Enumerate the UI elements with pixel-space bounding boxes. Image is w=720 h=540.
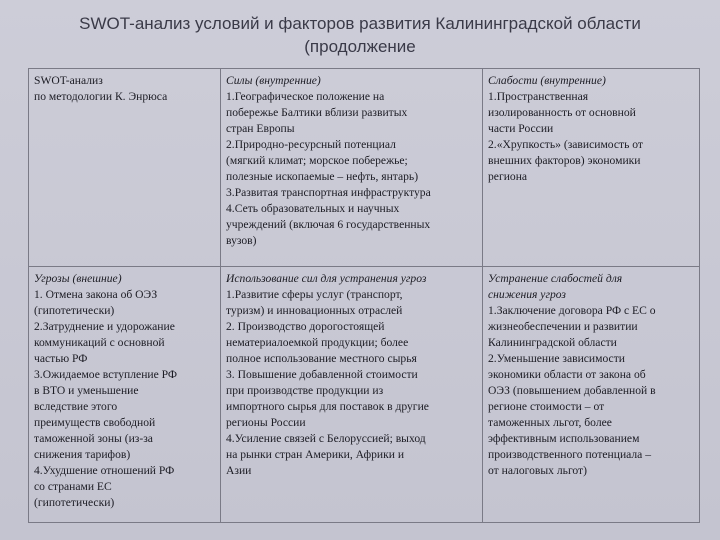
cell-text-line: стран Европы <box>226 122 295 135</box>
cell-text-line: изолированность от основной <box>488 106 636 119</box>
cell-text-line: учреждений (включая 6 государственных <box>226 218 431 231</box>
cell-text-line: 2.Затруднение и удорожание <box>34 320 175 333</box>
cell-text-line: 1.Заключение договора РФ с ЕС о <box>488 304 656 317</box>
swot-table <box>28 68 700 523</box>
table-row-2 <box>29 267 700 523</box>
cell-text-line: от налоговых льгот) <box>488 464 587 477</box>
cell-text-line: 3. Повышение добавленной стоимости <box>226 368 418 381</box>
cell-fix-weaknesses <box>483 267 700 523</box>
cell-text-line: регионе стоимости – от <box>488 400 605 413</box>
cell-text-line: туризм) и инновационных отраслей <box>226 304 403 317</box>
cell-text-line: региона <box>488 170 528 183</box>
cell-text-line: импортного сырья для поставок в другие <box>226 400 429 413</box>
weaknesses-list <box>488 89 695 185</box>
cell-text-line: Калининградской области <box>488 336 617 349</box>
cell-text-line: снижения тарифов) <box>34 448 131 461</box>
cell-text-line: 3.Ожидаемое вступление РФ <box>34 368 178 381</box>
cell-text-line: экономики области от закона об <box>488 368 646 381</box>
cell-text-line: 1.Географическое положение на <box>226 90 385 103</box>
method-line: по методологии К. Энрюса <box>34 90 168 103</box>
cell-weaknesses <box>483 69 700 267</box>
cell-text-line: на рынки стран Америки, Африки и <box>226 448 405 461</box>
page-title: SWOT-анализ условий и факторов развития Калининградской области (продолжение <box>79 14 641 56</box>
cell-text-line: 1. Отмена закона об ОЭЗ <box>34 288 158 301</box>
cell-text-line: 2. Производство дорогостоящей <box>226 320 385 333</box>
cell-text-line: 2.«Хрупкость» (зависимость от <box>488 138 643 151</box>
use-strengths-heading: Использование сил для устранения угроз <box>226 272 427 285</box>
threats-list <box>34 287 216 511</box>
cell-text-line: ОЭЗ (повышением добавленной в <box>488 384 656 397</box>
threats-heading: Угрозы (внешние) <box>34 272 122 285</box>
fix-weaknesses-list <box>488 303 695 479</box>
cell-text-line: коммуникаций с основной <box>34 336 165 349</box>
cell-text-line: таможенных льгот, более <box>488 416 612 429</box>
strengths-heading: Силы (внутренние) <box>226 74 321 87</box>
cell-text-line: 1.Пространственная <box>488 90 589 103</box>
cell-text-line: побережье Балтики вблизи развитых <box>226 106 408 119</box>
cell-text-line: в ВТО и уменьшение <box>34 384 139 397</box>
fix-weaknesses-heading: снижения угроз <box>488 288 566 301</box>
cell-text-line: регионы России <box>226 416 306 429</box>
cell-text-line: преимуществ свободной <box>34 416 156 429</box>
cell-text-line: частью РФ <box>34 352 88 365</box>
cell-use-strengths <box>221 267 483 523</box>
cell-text-line: 3.Развитая транспортная инфраструктура <box>226 186 431 199</box>
use-strengths-list <box>226 287 478 479</box>
cell-text-line: 1.Развитие сферы услуг (транспорт, <box>226 288 403 301</box>
cell-text-line: полное использование местного сырья <box>226 352 417 365</box>
cell-text-line: (гипотетически) <box>34 304 115 317</box>
cell-strengths <box>221 69 483 267</box>
cell-text-line: полезные ископаемые – нефть, янтарь) <box>226 170 419 183</box>
table-row-1 <box>29 69 700 267</box>
cell-text-line: эффективным использованием <box>488 432 640 445</box>
cell-text-line: Азии <box>226 464 252 477</box>
cell-text-line: вследствие этого <box>34 400 118 413</box>
weaknesses-heading: Слабости (внутренние) <box>488 74 606 87</box>
cell-text-line: (гипотетически) <box>34 496 115 509</box>
cell-text-line: 4.Усиление связей с Белоруссией; выход <box>226 432 426 445</box>
method-line: SWOT-анализ <box>34 74 103 87</box>
cell-method <box>29 69 221 267</box>
strengths-list <box>226 89 478 249</box>
cell-text-line: вузов) <box>226 234 257 247</box>
cell-text-line: таможенной зоны (из-за <box>34 432 153 445</box>
cell-text-line: нематериалоемкой продукции; более <box>226 336 409 349</box>
cell-text-line: 2.Уменьшение зависимости <box>488 352 625 365</box>
cell-threats <box>29 267 221 523</box>
cell-text-line: 4.Ухудшение отношений РФ <box>34 464 175 477</box>
fix-weaknesses-heading: Устранение слабостей для <box>488 272 623 285</box>
cell-text-line: (мягкий климат; морское побережье; <box>226 154 408 167</box>
cell-text-line: со странами ЕС <box>34 480 112 493</box>
cell-text-line: производственного потенциала – <box>488 448 652 461</box>
cell-text-line: 4.Сеть образовательных и научных <box>226 202 400 215</box>
cell-text-line: внешних факторов) экономики <box>488 154 641 167</box>
cell-text-line: части России <box>488 122 554 135</box>
cell-text-line: 2.Природно-ресурсный потенциал <box>226 138 396 151</box>
cell-text-line: жизнеобеспечении и развитии <box>488 320 638 333</box>
cell-text-line: при производстве продукции из <box>226 384 384 397</box>
